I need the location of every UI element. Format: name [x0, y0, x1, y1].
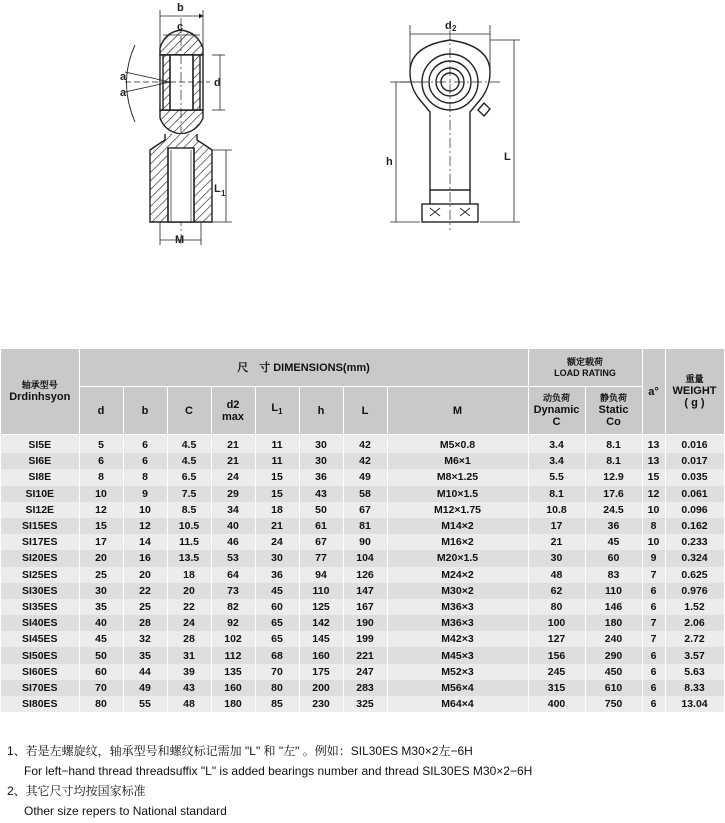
- table-cell: 20: [123, 567, 167, 583]
- model-cell: SI80ES: [1, 696, 79, 712]
- table-cell: 8: [79, 469, 123, 485]
- table-cell: 12.9: [585, 469, 642, 485]
- table-cell: 24.5: [585, 502, 642, 518]
- table-cell: 0.061: [665, 486, 724, 502]
- table-cell: 400: [528, 696, 585, 712]
- table-cell: 146: [585, 599, 642, 615]
- table-cell: 3.4: [528, 435, 585, 454]
- table-cell: 43: [299, 486, 343, 502]
- table-cell: 80: [528, 599, 585, 615]
- table-cell: 61: [299, 518, 343, 534]
- col-dynamic-cn: 动负荷: [542, 393, 570, 403]
- notes: [7, 741, 677, 821]
- table-row: [1, 631, 724, 647]
- table-row: [1, 550, 724, 566]
- table-cell: 25: [79, 567, 123, 583]
- model-header-cn: 轴承型号: [21, 380, 58, 390]
- table-body: [1, 435, 724, 713]
- table-cell: 28: [123, 615, 167, 631]
- table-cell: 30: [528, 550, 585, 566]
- table-cell: 50: [79, 647, 123, 663]
- table-cell: M64×4: [387, 696, 528, 712]
- table-cell: 21: [528, 534, 585, 550]
- table-cell: 110: [585, 583, 642, 599]
- table-cell: 22: [167, 599, 211, 615]
- table-cell: M45×3: [387, 647, 528, 663]
- table-cell: 36: [299, 469, 343, 485]
- table-cell: 32: [123, 631, 167, 647]
- table-cell: 92: [211, 615, 255, 631]
- table-cell: 6: [79, 453, 123, 469]
- table-row: [1, 615, 724, 631]
- model-cell: SI70ES: [1, 680, 79, 696]
- table-row: [1, 696, 724, 712]
- label-L1: L: [214, 183, 221, 195]
- table-cell: 39: [167, 664, 211, 680]
- col-L1-label: L: [271, 402, 279, 415]
- table-cell: M20×1.5: [387, 550, 528, 566]
- table-row: [1, 534, 724, 550]
- table-cell: 0.016: [665, 435, 724, 454]
- table-cell: 6: [123, 453, 167, 469]
- table-cell: 8.33: [665, 680, 724, 696]
- weight-cn: 重量: [685, 374, 704, 384]
- table-cell: 20: [167, 583, 211, 599]
- table-cell: 65: [255, 631, 299, 647]
- table-cell: 35: [123, 647, 167, 663]
- table-cell: 0.017: [665, 453, 724, 469]
- table-cell: 18: [255, 502, 299, 518]
- col-static: [585, 387, 642, 435]
- table-cell: 290: [585, 647, 642, 663]
- note-1-cn: 1、若是左螺旋纹，轴承型号和螺纹标记需加 "L" 和 "左" 。例如：SIL30ES M30×2左−6H: [7, 744, 473, 758]
- table-cell: M10×1.5: [387, 486, 528, 502]
- table-cell: 77: [299, 550, 343, 566]
- model-cell: SI60ES: [1, 664, 79, 680]
- label-M: M: [175, 234, 185, 246]
- table-cell: 147: [343, 583, 387, 599]
- table-cell: 17.6: [585, 486, 642, 502]
- table-cell: 44: [123, 664, 167, 680]
- front-view: [390, 25, 520, 230]
- table-cell: M5×0.8: [387, 435, 528, 454]
- load-rating-en: LOAD RATING: [554, 367, 616, 378]
- table-cell: 50: [299, 502, 343, 518]
- table-cell: 0.035: [665, 469, 724, 485]
- table-cell: 0.625: [665, 567, 724, 583]
- table-cell: 13: [642, 435, 665, 454]
- table-cell: 70: [255, 664, 299, 680]
- table-cell: 7.5: [167, 486, 211, 502]
- table-cell: 142: [299, 615, 343, 631]
- table-cell: 8.1: [528, 486, 585, 502]
- table-cell: 0.233: [665, 534, 724, 550]
- note-2-cn: 2、其它尺寸均按国家标准: [7, 784, 146, 798]
- table-cell: 11.5: [167, 534, 211, 550]
- table-cell: 0.096: [665, 502, 724, 518]
- table-cell: 13: [642, 453, 665, 469]
- model-cell: SI17ES: [1, 534, 79, 550]
- note-2-en: Other size repers to National standard: [24, 804, 227, 818]
- table-cell: 42: [343, 453, 387, 469]
- table-cell: M36×3: [387, 599, 528, 615]
- model-cell: SI50ES: [1, 647, 79, 663]
- table-cell: 112: [211, 647, 255, 663]
- table-cell: M30×2: [387, 583, 528, 599]
- weight-en: WEIGHT: [672, 385, 717, 397]
- table-cell: 190: [343, 615, 387, 631]
- table-cell: 35: [79, 599, 123, 615]
- table-cell: 2.72: [665, 631, 724, 647]
- table-cell: 325: [343, 696, 387, 712]
- table-row: [1, 502, 724, 518]
- table-cell: 180: [211, 696, 255, 712]
- table-row: [1, 664, 724, 680]
- table-cell: 17: [528, 518, 585, 534]
- table-cell: 6: [642, 696, 665, 712]
- model-cell: SI30ES: [1, 583, 79, 599]
- table-cell: 315: [528, 680, 585, 696]
- table-cell: 40: [211, 518, 255, 534]
- table-cell: M6×1: [387, 453, 528, 469]
- col-c: C: [167, 387, 211, 435]
- table-cell: 28: [167, 631, 211, 647]
- model-cell: SI5E: [1, 435, 79, 454]
- table-cell: 36: [585, 518, 642, 534]
- table-cell: 6.5: [167, 469, 211, 485]
- table-cell: 7: [642, 567, 665, 583]
- table-cell: 5: [79, 435, 123, 454]
- table-cell: M56×4: [387, 680, 528, 696]
- table-cell: 283: [343, 680, 387, 696]
- table-cell: M12×1.75: [387, 502, 528, 518]
- table-cell: 67: [343, 502, 387, 518]
- table-cell: 126: [343, 567, 387, 583]
- table-cell: 8: [642, 518, 665, 534]
- table-cell: 48: [528, 567, 585, 583]
- table-cell: 8: [123, 469, 167, 485]
- dimensions-header: 尺 寸 DIMENSIONS(mm): [79, 349, 528, 387]
- table-cell: 0.324: [665, 550, 724, 566]
- table-cell: 49: [123, 680, 167, 696]
- table-cell: 55: [123, 696, 167, 712]
- label-b: b: [177, 2, 184, 14]
- col-a: a°: [642, 349, 665, 435]
- label-d2: d: [445, 20, 452, 32]
- table-cell: M36×3: [387, 615, 528, 631]
- table-row: [1, 469, 724, 485]
- table-cell: 18: [167, 567, 211, 583]
- table-cell: 12: [79, 502, 123, 518]
- table-cell: 0.976: [665, 583, 724, 599]
- table-cell: 2.06: [665, 615, 724, 631]
- table-cell: 100: [528, 615, 585, 631]
- table-cell: 60: [585, 550, 642, 566]
- table-cell: 245: [528, 664, 585, 680]
- table-cell: 85: [255, 696, 299, 712]
- side-section-view: [125, 10, 232, 245]
- table-cell: 20: [79, 550, 123, 566]
- col-L1: [255, 387, 299, 435]
- table-cell: 127: [528, 631, 585, 647]
- table-cell: 5.5: [528, 469, 585, 485]
- table-row: [1, 583, 724, 599]
- table-cell: 29: [211, 486, 255, 502]
- table-cell: 6: [642, 680, 665, 696]
- label-L: L: [504, 151, 511, 163]
- table-cell: 104: [343, 550, 387, 566]
- table-cell: 82: [211, 599, 255, 615]
- table-cell: 15: [255, 469, 299, 485]
- model-cell: SI15ES: [1, 518, 79, 534]
- col-dynamic-sym: C: [552, 416, 561, 428]
- table-cell: 30: [255, 550, 299, 566]
- table-cell: 42: [343, 435, 387, 454]
- table-cell: 240: [585, 631, 642, 647]
- table-cell: 24: [167, 615, 211, 631]
- table-cell: 1.52: [665, 599, 724, 615]
- col-h: h: [299, 387, 343, 435]
- model-header: [1, 349, 79, 435]
- table-cell: 64: [211, 567, 255, 583]
- table-cell: 7: [642, 615, 665, 631]
- model-cell: SI6E: [1, 453, 79, 469]
- table-cell: 247: [343, 664, 387, 680]
- table-cell: 21: [211, 453, 255, 469]
- model-cell: SI12E: [1, 502, 79, 518]
- table-cell: 16: [123, 550, 167, 566]
- table-cell: 8.1: [585, 435, 642, 454]
- table-row: [1, 567, 724, 583]
- table-cell: 21: [211, 435, 255, 454]
- table-cell: 3.57: [665, 647, 724, 663]
- table-cell: 43: [167, 680, 211, 696]
- table-cell: 6: [642, 583, 665, 599]
- model-cell: SI35ES: [1, 599, 79, 615]
- table-cell: 60: [255, 599, 299, 615]
- table-cell: 9: [642, 550, 665, 566]
- table-cell: 11: [255, 453, 299, 469]
- table-cell: 30: [299, 435, 343, 454]
- table-cell: 156: [528, 647, 585, 663]
- load-rating-header: [528, 349, 642, 387]
- table-cell: 11: [255, 435, 299, 454]
- table-cell: 8.1: [585, 453, 642, 469]
- table-cell: 40: [79, 615, 123, 631]
- load-rating-cn: 额定载荷: [567, 356, 604, 367]
- table-cell: 49: [343, 469, 387, 485]
- label-h: h: [386, 156, 393, 168]
- table-cell: 10.8: [528, 502, 585, 518]
- table-cell: 13.5: [167, 550, 211, 566]
- table-row: [1, 486, 724, 502]
- table-cell: 53: [211, 550, 255, 566]
- table-cell: 10: [79, 486, 123, 502]
- note-1-en: For left−hand thread threadsuffix "L" is added bearings number and thread SIL30ES M30×2−6H: [24, 764, 533, 778]
- table-cell: 60: [79, 664, 123, 680]
- table-cell: 73: [211, 583, 255, 599]
- table-cell: 62: [528, 583, 585, 599]
- table-cell: 81: [343, 518, 387, 534]
- table-cell: 80: [79, 696, 123, 712]
- col-dynamic-en: Dynamic: [533, 404, 580, 416]
- table-cell: 8.5: [167, 502, 211, 518]
- table-cell: 34: [211, 502, 255, 518]
- table-row: [1, 599, 724, 615]
- table-cell: 46: [211, 534, 255, 550]
- table-cell: M16×2: [387, 534, 528, 550]
- table-cell: 0.162: [665, 518, 724, 534]
- table-cell: 13.04: [665, 696, 724, 712]
- table-cell: 167: [343, 599, 387, 615]
- table-header: [1, 349, 724, 435]
- table-cell: M52×3: [387, 664, 528, 680]
- model-header-en: Drdinhsyon: [9, 391, 71, 403]
- col-dynamic: [528, 387, 585, 435]
- table-cell: 4.5: [167, 453, 211, 469]
- table-cell: 6: [642, 647, 665, 663]
- table-cell: M42×3: [387, 631, 528, 647]
- label-a-bottom: a: [120, 87, 127, 99]
- table-cell: 110: [299, 583, 343, 599]
- table-cell: 135: [211, 664, 255, 680]
- model-cell: SI25ES: [1, 567, 79, 583]
- table-cell: 21: [255, 518, 299, 534]
- table-cell: 12: [642, 486, 665, 502]
- table-row: [1, 453, 724, 469]
- table-cell: 180: [585, 615, 642, 631]
- table-cell: 80: [255, 680, 299, 696]
- model-cell: SI10E: [1, 486, 79, 502]
- table-cell: 15: [255, 486, 299, 502]
- label-d2-sub: 2: [452, 24, 457, 33]
- model-cell: SI20ES: [1, 550, 79, 566]
- table-cell: 45: [255, 583, 299, 599]
- table-cell: 750: [585, 696, 642, 712]
- col-M: M: [387, 387, 528, 435]
- table-cell: 6: [642, 599, 665, 615]
- table-cell: 10: [642, 502, 665, 518]
- table-cell: 45: [585, 534, 642, 550]
- table-row: [1, 518, 724, 534]
- table-cell: 58: [343, 486, 387, 502]
- table-cell: 45: [79, 631, 123, 647]
- table-row: [1, 647, 724, 663]
- table-cell: 15: [79, 518, 123, 534]
- col-d2-label: d2: [226, 398, 240, 411]
- technical-drawings: [0, 0, 682, 340]
- table-cell: 3.4: [528, 453, 585, 469]
- table-cell: 199: [343, 631, 387, 647]
- model-cell: SI8E: [1, 469, 79, 485]
- weight-unit: ( g ): [684, 397, 705, 409]
- table-cell: 30: [79, 583, 123, 599]
- table-cell: 450: [585, 664, 642, 680]
- table-cell: 175: [299, 664, 343, 680]
- table-cell: 145: [299, 631, 343, 647]
- table-cell: 230: [299, 696, 343, 712]
- table-cell: 5.63: [665, 664, 724, 680]
- table-cell: 610: [585, 680, 642, 696]
- table-cell: 25: [123, 599, 167, 615]
- col-b: b: [123, 387, 167, 435]
- table-cell: 200: [299, 680, 343, 696]
- table-cell: 30: [299, 453, 343, 469]
- table-cell: M14×2: [387, 518, 528, 534]
- label-c: c: [177, 21, 184, 33]
- table-cell: 221: [343, 647, 387, 663]
- col-static-cn: 静负荷: [600, 393, 628, 403]
- table-cell: 4.5: [167, 435, 211, 454]
- col-d2: [211, 387, 255, 435]
- table-cell: 160: [299, 647, 343, 663]
- table-cell: 83: [585, 567, 642, 583]
- col-static-en: Static: [598, 404, 629, 416]
- table-cell: 22: [123, 583, 167, 599]
- table-cell: 9: [123, 486, 167, 502]
- spec-table: [1, 349, 725, 712]
- col-d: d: [79, 387, 123, 435]
- label-d: d: [214, 77, 221, 89]
- table-cell: 68: [255, 647, 299, 663]
- table-cell: 7: [642, 631, 665, 647]
- label-L1-sub: 1: [221, 189, 226, 198]
- table-cell: M8×1.25: [387, 469, 528, 485]
- table-cell: 12: [123, 518, 167, 534]
- table-cell: 94: [299, 567, 343, 583]
- table-cell: 10: [642, 534, 665, 550]
- table-cell: 36: [255, 567, 299, 583]
- table-cell: 15: [642, 469, 665, 485]
- table-cell: 10: [123, 502, 167, 518]
- col-L: L: [343, 387, 387, 435]
- table-cell: 14: [123, 534, 167, 550]
- table-cell: 17: [79, 534, 123, 550]
- table-cell: 31: [167, 647, 211, 663]
- table-cell: 65: [255, 615, 299, 631]
- table-cell: 125: [299, 599, 343, 615]
- table-cell: M24×2: [387, 567, 528, 583]
- col-L1-sub: 1: [278, 407, 283, 417]
- model-cell: SI45ES: [1, 631, 79, 647]
- table-cell: 160: [211, 680, 255, 696]
- table-cell: 24: [211, 469, 255, 485]
- col-static-sym: Co: [606, 416, 621, 428]
- table-cell: 90: [343, 534, 387, 550]
- table-cell: 6: [123, 435, 167, 454]
- table-cell: 6: [642, 664, 665, 680]
- table-cell: 24: [255, 534, 299, 550]
- table-row: [1, 680, 724, 696]
- table-cell: 10.5: [167, 518, 211, 534]
- col-d2-sub: max: [221, 410, 245, 423]
- label-a-top: a: [120, 71, 127, 83]
- table-cell: 48: [167, 696, 211, 712]
- model-cell: SI40ES: [1, 615, 79, 631]
- table-cell: 67: [299, 534, 343, 550]
- weight-header: [665, 349, 724, 435]
- table-row: [1, 435, 724, 454]
- table-cell: 102: [211, 631, 255, 647]
- table-cell: 70: [79, 680, 123, 696]
